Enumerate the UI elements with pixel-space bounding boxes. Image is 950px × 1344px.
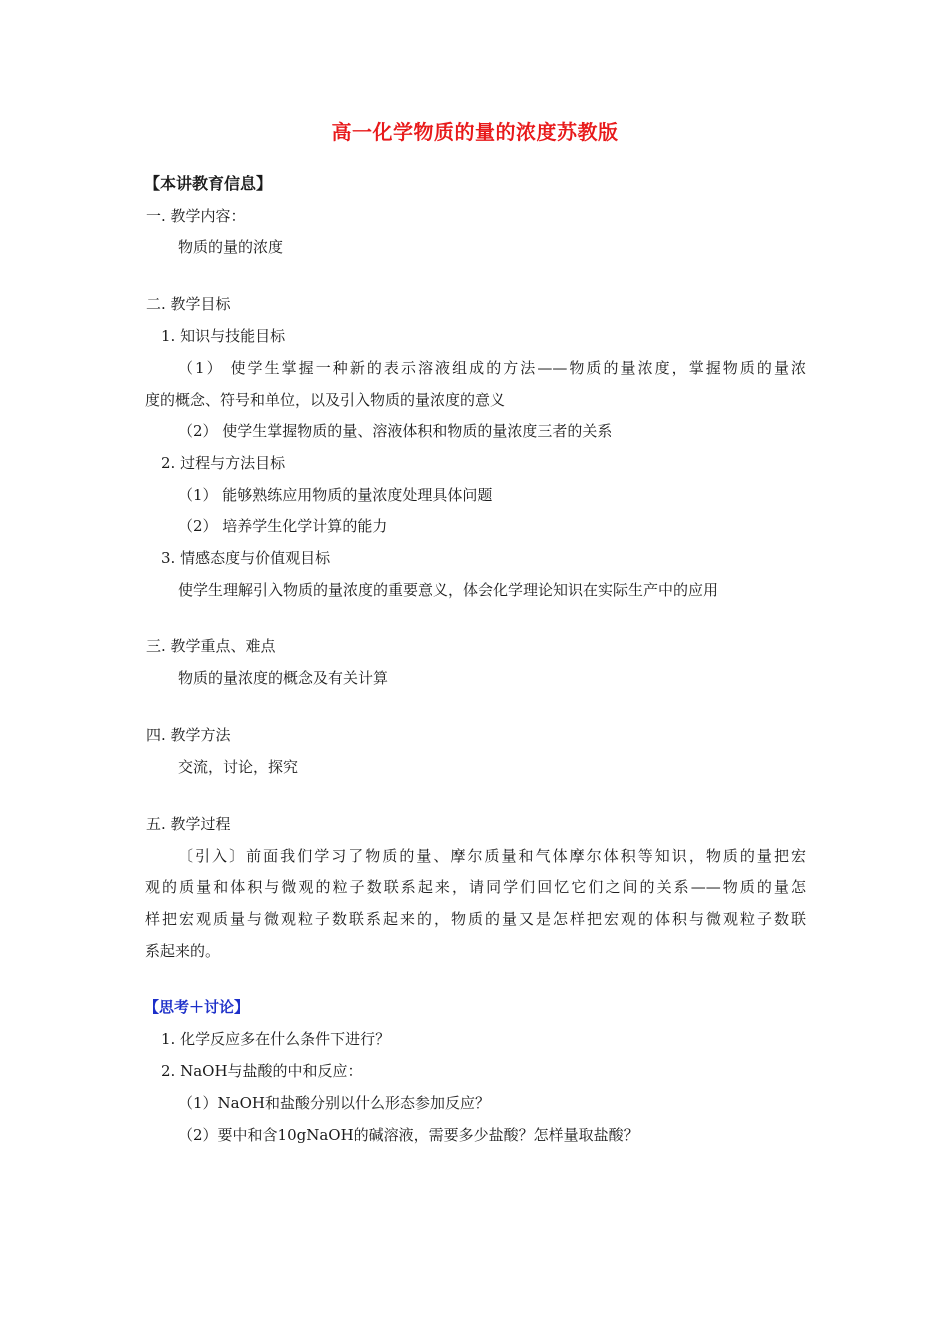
section-5-heading: 五. 教学过程 xyxy=(146,815,231,833)
goal-2-heading: 2. 过程与方法目标 xyxy=(161,454,286,472)
discuss-question-2-sub-1: （1）NaOH和盐酸分别以什么形态参加反应？ xyxy=(178,1094,490,1112)
goal-1-item-1-line-1: （1） 使学生掌握一种新的表示溶液组成的方法——物质的量浓度，掌握物质的量浓 xyxy=(178,359,806,377)
goal-1-item-1-line-2: 度的概念、符号和单位，以及引入物质的量浓度的意义 xyxy=(145,391,506,409)
section-3-heading: 三. 教学重点、难点 xyxy=(146,637,276,655)
discuss-heading: 【思考＋讨论】 xyxy=(144,998,250,1016)
section-5-paragraph-line-4: 系起来的。 xyxy=(145,942,221,960)
goal-2-item-2: （2） 培养学生化学计算的能力 xyxy=(178,517,388,535)
section-5-paragraph-line-2: 观的质量和体积与微观的粒子数联系起来，请同学们回忆它们之间的关系——物质的量怎 xyxy=(145,878,806,896)
section-5-paragraph-line-3: 样把宏观质量与微观粒子数联系起来的，物质的量又是怎样把宏观的体积与微观粒子数联 xyxy=(145,910,806,928)
goal-3-content: 使学生理解引入物质的量浓度的重要意义，体会化学理论知识在实际生产中的应用 xyxy=(178,581,719,599)
discuss-question-2: 2. NaOH与盐酸的中和反应： xyxy=(161,1062,363,1080)
section-4-heading: 四. 教学方法 xyxy=(146,726,231,744)
goal-1-heading: 1. 知识与技能目标 xyxy=(161,327,286,345)
discuss-question-1: 1. 化学反应多在什么条件下进行？ xyxy=(161,1030,391,1048)
goal-3-heading: 3. 情感态度与价值观目标 xyxy=(161,549,331,567)
discuss-question-2-sub-2: （2）要中和含10gNaOH的碱溶液，需要多少盐酸？怎样量取盐酸？ xyxy=(178,1126,639,1144)
section-5-paragraph-line-1: 〔引入〕前面我们学习了物质的量、摩尔质量和气体摩尔体积等知识，物质的量把宏 xyxy=(178,847,806,865)
info-heading: 【本讲教育信息】 xyxy=(144,174,273,193)
section-4-content: 交流，讨论，探究 xyxy=(178,758,299,776)
goal-2-item-1: （1） 能够熟练应用物质的量浓度处理具体问题 xyxy=(178,486,493,504)
section-3-content: 物质的量浓度的概念及有关计算 xyxy=(178,669,389,687)
section-1-content: 物质的量的浓度 xyxy=(178,238,284,256)
section-1-heading: 一. 教学内容： xyxy=(146,207,246,225)
goal-1-item-2: （2） 使学生掌握物质的量、溶液体积和物质的量浓度三者的关系 xyxy=(178,422,613,440)
section-2-heading: 二. 教学目标 xyxy=(146,295,231,313)
document-title: 高一化学物质的量的浓度苏教版 xyxy=(331,120,619,144)
